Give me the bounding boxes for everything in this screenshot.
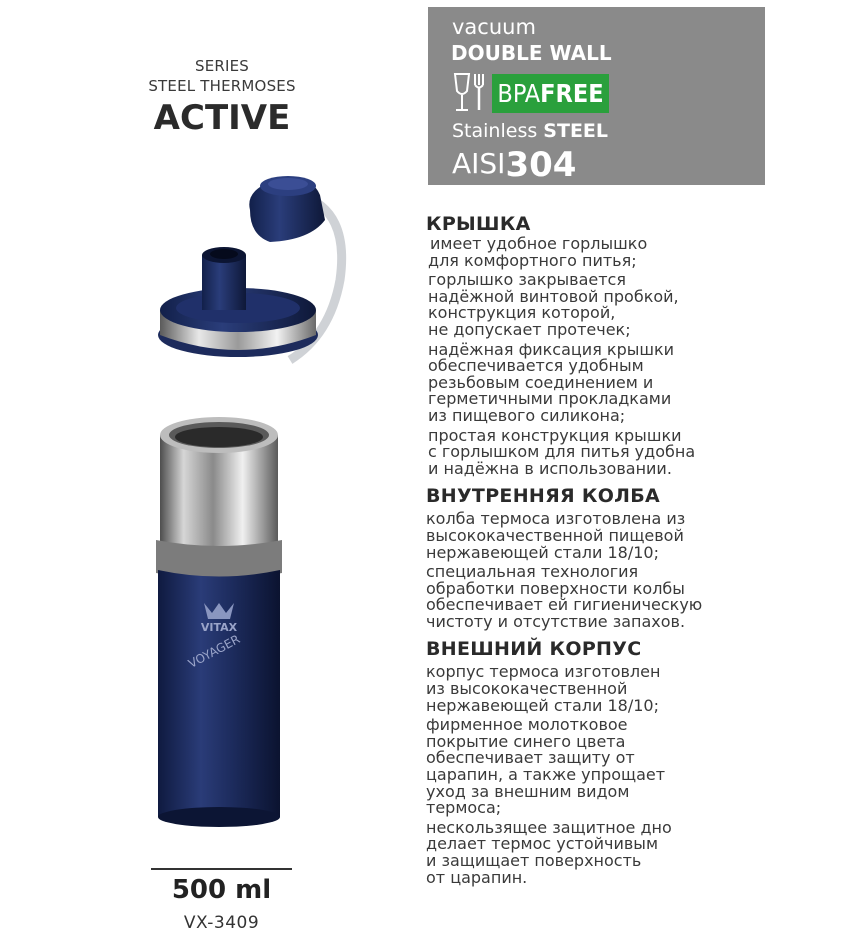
text-line: герметичными прокладками xyxy=(428,389,672,409)
vacuum-label: vacuum xyxy=(452,15,536,39)
text-line: конструкция которой, xyxy=(428,303,616,323)
text-line: нержавеющей стали 18/10; xyxy=(426,695,659,715)
text-line: царапин, а также упрощает xyxy=(426,765,666,785)
aisi-number: 304 xyxy=(505,145,577,185)
text-line: фирменное молотковое xyxy=(426,715,628,735)
thermos-cap-image xyxy=(150,170,350,384)
text-line: обеспечивается удобным xyxy=(428,356,644,376)
text-line: обеспечивает ей гигиеническую xyxy=(426,595,703,615)
text-line: колба термоса изготовлена из xyxy=(426,509,686,529)
text-line: специальная технология xyxy=(426,562,639,582)
text-line: чистоту и отсутствие запахов. xyxy=(426,611,686,631)
section-title: КРЫШКА xyxy=(426,213,531,235)
text-line: и надёжна в использовании. xyxy=(428,458,672,478)
series-label: SERIES xyxy=(194,57,250,75)
text-line: из высококачественной xyxy=(426,679,628,699)
aisi-label xyxy=(452,142,577,185)
text-line: надёжной винтовой пробкой, xyxy=(428,286,679,306)
text-line: для комфортного питья; xyxy=(428,250,637,270)
section-outer-body xyxy=(426,637,746,886)
text-line: термоса; xyxy=(426,798,502,818)
text-line: и защищает поверхность xyxy=(426,851,642,870)
description-panel xyxy=(426,212,746,886)
text-line: уход за внешним видом xyxy=(426,781,630,801)
double-wall-label: DOUBLE WALL xyxy=(451,41,612,65)
text-line: горлышко закрывается xyxy=(428,270,626,290)
bpa-label: BPA xyxy=(497,79,541,108)
text-line: высококачественной пищевой xyxy=(426,525,684,545)
features-badge xyxy=(428,7,765,185)
text-line: обеспечивает защиту от xyxy=(426,748,635,768)
text-line: резьбовым соединением и xyxy=(428,372,654,392)
volume-label: 500 ml xyxy=(171,875,272,905)
model-logo-text: VOYAGER xyxy=(185,632,243,671)
text-line: нержавеющей стали 18/10; xyxy=(426,542,659,562)
text-line: покрытие синего цвета xyxy=(426,731,626,751)
text-line: обработки поверхности колбы xyxy=(426,578,685,598)
text-line: с горлышком для питья удобна xyxy=(428,442,696,462)
aisi-word: AISI xyxy=(452,147,506,180)
stainless-steel-label xyxy=(452,120,608,142)
section-cap xyxy=(426,212,746,477)
text-line: имеет удобное горлышко xyxy=(430,234,648,253)
stainless-word: Stainless xyxy=(452,120,538,142)
series-heading xyxy=(140,56,304,138)
text-line: из пищевого силикона; xyxy=(428,405,626,425)
section-inner-flask xyxy=(426,484,746,630)
volume-divider xyxy=(151,868,292,870)
model-number: VX-3409 xyxy=(183,913,260,933)
steel-word: STEEL xyxy=(543,120,609,142)
text-line: не допускает протечек; xyxy=(428,319,631,339)
glass-fork-icon xyxy=(452,71,488,115)
section-title: ВНЕШНИЙ КОРПУС xyxy=(426,638,642,661)
text-line: корпус термоса изготовлен xyxy=(426,662,661,682)
text-line: надёжная фиксация крышки xyxy=(428,339,675,359)
text-line: нескользящее защитное дно xyxy=(426,817,672,837)
free-label: FREE xyxy=(540,79,604,108)
series-name: ACTIVE xyxy=(153,98,291,138)
text-line: от царапин. xyxy=(426,867,528,887)
bpa-free-badge xyxy=(492,74,609,113)
text-line: простая конструкция крышки xyxy=(428,425,682,445)
thermos-body-image xyxy=(150,405,290,839)
section-title: ВНУТРЕННЯЯ КОЛБА xyxy=(426,485,661,508)
text-line: делает термос устойчивым xyxy=(426,834,659,854)
series-subtitle: STEEL THERMOSES xyxy=(148,77,296,95)
brand-logo-text: VITAX xyxy=(200,621,238,634)
